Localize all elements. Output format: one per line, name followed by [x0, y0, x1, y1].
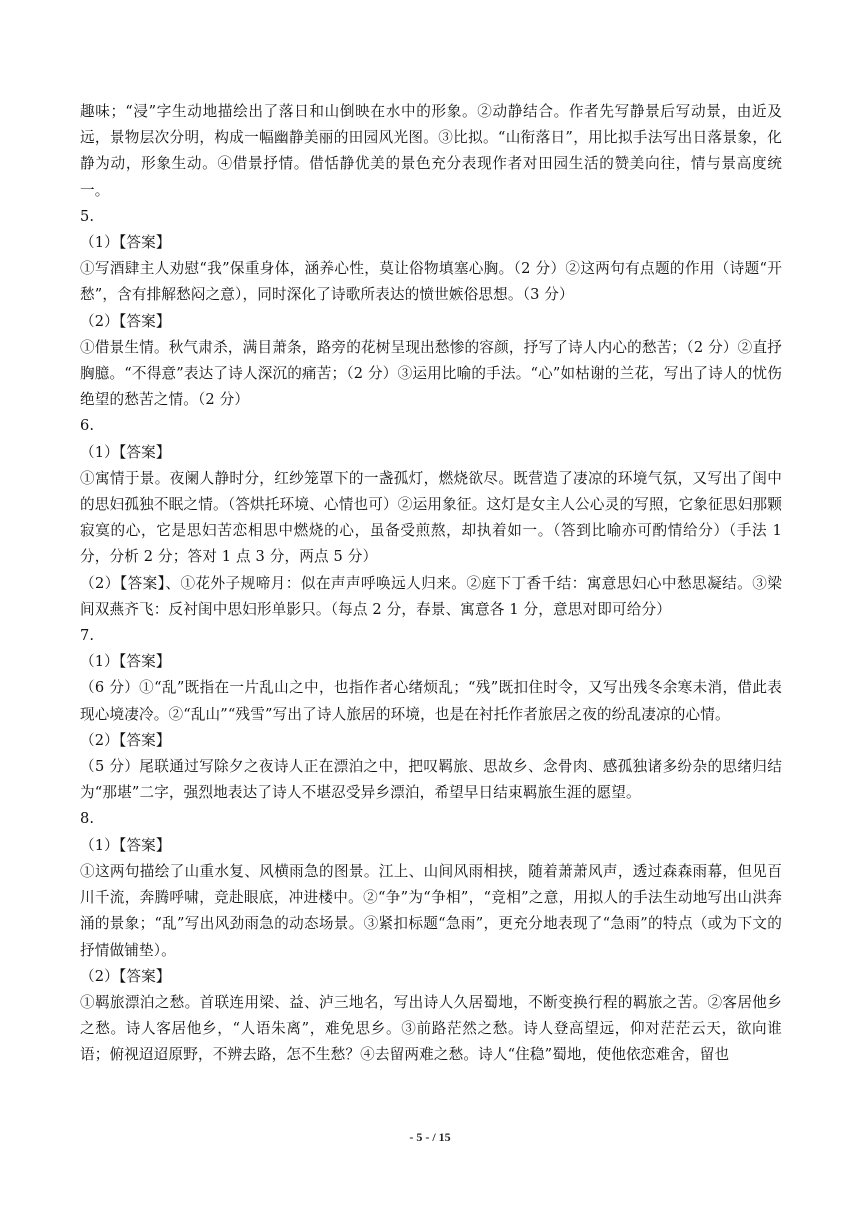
answer-heading-5-2: （2）【答案】	[80, 312, 171, 330]
question-number-6: 6.	[80, 417, 95, 435]
answer-text-8-1: ①这两句描绘了山重水复、风横雨急的图景。江上、山间风雨相挟，随着萧萧风声，透过森森雨幕，但见百川千流，奔腾呼啸，竞赴眼底，冲进楼中。②“争”为“争相”，“竞相”之意，用拟人的手法生动地写出山洪奔涌的景象；“乱”写出风劲雨急的动态场景。③紧扣标题“急雨”，更充分地表现了“急雨”的特点（或为下文的抒情做铺垫）。	[80, 862, 782, 959]
answer-heading-8-1: （1）【答案】	[80, 836, 171, 854]
question-number-5: 5.	[80, 207, 95, 225]
answer-text-6-2: （2）【答案】、①花外子规啼月：似在声声呼唤远人归来。②庭下丁香千结：寓意思妇心中愁思凝结。③梁间双燕齐飞：反衬闺中思妇形单影只。（每点 2 分，春景、寓意各 1 分，意思对即可给分）	[80, 574, 782, 618]
answer-text-7-1: （6 分）①“乱”既指在一片乱山之中，也指作者心绪烦乱；“残”既扣住时令，又写出残冬余寒未消，借此表现心境凄冷。②“乱山”“残雪”写出了诗人旅居的环境，也是在衬托作者旅居之夜的纷乱凄凉的心情。	[80, 679, 782, 723]
question-number-7: 7.	[80, 627, 95, 645]
answer-text-8-2: ①羁旅漂泊之愁。首联连用梁、益、泸三地名，写出诗人久居蜀地，不断变换行程的羁旅之苦。②客居他乡之愁。诗人客居他乡，“人语朱离”，难免思乡。③前路茫然之愁。诗人登高望远，仰对茫茫云天，欲向谁语；俯视迢迢原野，不辨去路，怎不生愁？④去留两难之愁。诗人“住稳”蜀地，使他依恋难舍，留也	[80, 993, 782, 1064]
answer-heading-6-1: （1）【答案】	[80, 443, 171, 461]
answer-text-6-1: ①寓情于景。夜阑人静时分，红纱笼罩下的一盏孤灯，燃烧欲尽。既营造了凄凉的环境气氛，又写出了闺中的思妇孤独不眠之情。（答烘托环境、心情也可）②运用象征。这灯是女主人公心灵的写照，它象征思妇那颗寂寞的心，它是思妇苦恋相思中燃烧的心，虽备受煎熬，却执着如一。（答到比喻亦可酌情给分）（手法 1 分，分析 2 分；答对 1 点 3 分，两点 5 分）	[80, 469, 782, 566]
answer-heading-7-1: （1）【答案】	[80, 653, 171, 671]
answer-content	[80, 99, 782, 1069]
answer-heading-7-2: （2）【答案】	[80, 731, 171, 749]
question-number-8: 8.	[80, 810, 95, 828]
answer-text-7-2: （5 分）尾联通过写除夕之夜诗人正在漂泊之中，把叹羁旅、思故乡、念骨肉、感孤独诸多纷杂的思绪归结为“那堪”二字，强烈地表达了诗人不堪忍受异乡漂泊，希望早日结束羁旅生涯的愿望。	[80, 758, 782, 802]
answer-text-5-2: ①借景生情。秋气肃杀，满目萧条，路旁的花树呈现出愁惨的容颜，抒写了诗人内心的愁苦；（2 分）②直抒胸臆。“不得意”表达了诗人深沉的痛苦；（2 分）③运用比喻的手法。“心”如枯谢的兰花，写出了诗人的忧伤绝望的愁苦之情。（2 分）	[80, 338, 782, 409]
answer-heading-8-2: （2）【答案】	[80, 967, 171, 985]
paragraph-4-continued: 趣味；“浸”字生动地描绘出了落日和山倒映在水中的形象。②动静结合。作者先写静景后写动景，由近及远，景物层次分明，构成一幅幽静美丽的田园风光图。③比拟。“山衔落日”，用比拟手法写出日落景象，化静为动，形象生动。④借景抒情。借恬静优美的景色充分表现作者对田园生活的赞美向往，情与景高度统一。	[80, 103, 782, 199]
answer-text-5-1: ①写酒肆主人劝慰“我”保重身体，涵养心性，莫让俗物填塞心胸。（2 分）②这两句有点题的作用（诗题“开愁”，含有排解愁闷之意），同时深化了诗歌所表达的愤世嫉俗思想。（3 分）	[80, 260, 782, 304]
answer-heading-5-1: （1）【答案】	[80, 234, 171, 252]
page-number: - 5 - / 15	[409, 1130, 451, 1144]
